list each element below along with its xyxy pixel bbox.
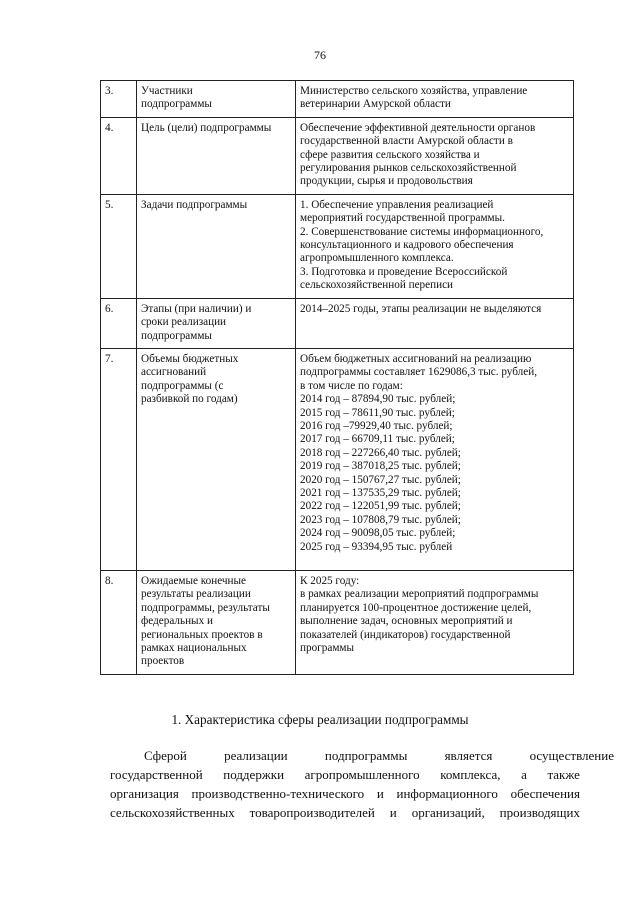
row-value-line: 2014 год – 87894,90 тыс. рублей; — [300, 393, 456, 406]
page-number: 76 — [314, 48, 326, 62]
row-label-cell — [137, 298, 296, 348]
row-label-line: рамках национальных — [141, 641, 247, 654]
paragraph-word: и — [389, 805, 397, 820]
paragraph-word: поддержки — [223, 767, 285, 782]
table-row — [101, 194, 574, 298]
row-label-line: федеральных и — [141, 615, 213, 628]
row-value-line: продукции, сырья и продовольствия — [300, 175, 473, 188]
table-row — [101, 117, 574, 194]
paragraph-word: обеспечения — [510, 786, 580, 801]
row-number-cell — [101, 194, 137, 298]
row-value-line: показателей (индикаторов) государственной — [300, 628, 511, 641]
row-number: 5. — [105, 198, 114, 211]
row-value-line: регулирования рынков сельскохозяйственной — [300, 162, 517, 175]
paragraph-word: подпрограммы — [324, 748, 408, 763]
paragraph-line — [110, 746, 614, 765]
row-label-cell — [137, 348, 296, 570]
row-value-line: 2024 год – 90098,05 тыс. рублей; — [300, 527, 456, 540]
row-value-line: государственной власти Амурской области в — [300, 135, 513, 148]
row-value-line: программы — [300, 641, 354, 654]
row-label-line: подпрограммы (с — [141, 379, 224, 392]
row-value-cell — [296, 117, 574, 194]
row-value-line: 1. Обеспечение управления реализацией — [300, 198, 494, 211]
row-value-line: 2017 год – 66709,11 тыс. рублей; — [300, 433, 455, 446]
row-value-cell — [296, 298, 574, 348]
row-value-line: сельскохозяйственной переписи — [300, 279, 454, 292]
row-number: 3. — [105, 85, 114, 97]
row-value-cell — [296, 81, 574, 118]
row-value-line: 2023 год – 107808,79 тыс. рублей; — [300, 513, 461, 526]
row-number-cell — [101, 298, 137, 348]
row-number-cell — [101, 570, 137, 674]
row-value-line: 2019 год – 387018,25 тыс. рублей; — [300, 460, 461, 473]
paragraph-word: государственной — [110, 767, 203, 782]
row-label-line: Цель (цели) подпрограммы — [141, 121, 272, 134]
row-number-cell — [101, 117, 137, 194]
paragraph-word: комплекса, — [440, 767, 501, 782]
row-value-line: 2014–2025 годы, этапы реализации не выделяются — [300, 302, 542, 315]
row-value-line: 2018 год – 227266,40 тыс. рублей; — [300, 446, 461, 459]
row-value-line: 3. Подготовка и проведение Всероссийской — [300, 265, 508, 278]
row-label-line: сроки реализации — [141, 316, 227, 329]
row-value-line: мероприятий государственной программы. — [300, 212, 505, 225]
row-value-line: в том числе по годам: — [300, 379, 403, 392]
paragraph-word: также — [547, 767, 580, 782]
paragraph-word: производственно-технического — [191, 786, 365, 801]
table-row — [101, 298, 574, 348]
row-label-line: Этапы (при наличии) и — [141, 302, 252, 315]
row-value-line: агропромышленного комплекса. — [300, 252, 454, 265]
row-value-line: 2022 год – 122051,99 тыс. рублей; — [300, 500, 461, 513]
row-value-cell — [296, 194, 574, 298]
row-number: 4. — [105, 121, 114, 134]
row-label-line: Участники — [141, 85, 193, 97]
table-row — [101, 81, 574, 118]
row-value-line: 2015 год – 78611,90 тыс. рублей; — [300, 406, 455, 419]
paragraph-line — [110, 803, 580, 822]
row-label-cell — [137, 570, 296, 674]
row-label-cell — [137, 81, 296, 118]
paragraph-word: производящих — [499, 805, 580, 820]
subprogram-passport-table — [100, 80, 574, 675]
row-label-cell — [137, 117, 296, 194]
row-value-line: выполнение задач, основных мероприятий и — [300, 615, 513, 628]
section-heading: 1. Характеристика сферы реализации подпрограммы — [171, 712, 469, 727]
row-value-line: 2021 год – 137535,29 тыс. рублей; — [300, 486, 461, 499]
row-label-line: подпрограммы — [141, 329, 212, 342]
paragraph-word: а — [521, 767, 527, 782]
row-value-cell — [296, 570, 574, 674]
row-label-line: ассигнований — [141, 366, 207, 379]
row-number: 6. — [105, 302, 114, 315]
paragraph-word: осуществление — [529, 748, 614, 763]
row-value-line: планируется 100-процентное достижение целей, — [300, 601, 532, 614]
table-row — [101, 570, 574, 674]
row-value-line: 2016 год –79929,40 тыс. рублей; — [300, 419, 453, 432]
row-label-line: подпрограммы — [141, 98, 212, 111]
row-label-line: проектов — [141, 655, 185, 668]
paragraph-word: информационного — [396, 786, 498, 801]
paragraph-word: агропромышленного — [304, 767, 420, 782]
row-value-line: Объем бюджетных ассигнований на реализацию — [300, 352, 532, 365]
row-number: 8. — [105, 574, 114, 587]
row-label-line: разбивкой по годам) — [141, 393, 238, 406]
row-value-line: Министерство сельского хозяйства, управление — [300, 85, 528, 97]
row-value-line: 2. Совершенствование системы информационного, — [300, 225, 544, 238]
row-value-line: Обеспечение эффективной деятельности органов — [300, 121, 536, 134]
row-value-line: сфере развития сельского хозяйства и — [300, 148, 480, 161]
row-label-line: Задачи подпрограммы — [141, 198, 248, 211]
row-value-cell — [296, 348, 574, 570]
paragraph-line — [110, 784, 580, 803]
row-label-line: Ожидаемые конечные — [141, 574, 247, 587]
row-value-line: 2025 год – 93394,95 тыс. рублей — [300, 540, 453, 553]
row-number-cell — [101, 348, 137, 570]
row-label-line: результаты реализации — [141, 588, 251, 601]
table-body — [101, 81, 574, 675]
paragraph-word: товаропроизводителей — [249, 805, 375, 820]
paragraph-word: сельскохозяйственных — [110, 805, 235, 820]
paragraph-word: и — [376, 786, 384, 801]
row-label-cell — [137, 194, 296, 298]
row-value-line: в рамках реализации мероприятий подпрограммы — [300, 588, 539, 601]
row-label-line: региональных проектов в — [141, 628, 263, 641]
row-value-line: консультационного и кадрового обеспечения — [300, 239, 514, 252]
row-value-line: ветеринарии Амурской области — [300, 98, 451, 111]
paragraph-line — [110, 765, 580, 784]
paragraph-word: Сферой — [144, 748, 187, 763]
row-value-line: подпрограммы составляет 1629086,3 тыс. рублей, — [300, 366, 538, 379]
row-label-line: Объемы бюджетных — [141, 352, 239, 365]
paragraph-word: реализации — [224, 748, 288, 763]
row-value-line: 2020 год – 150767,27 тыс. рублей; — [300, 473, 461, 486]
paragraph-word: является — [444, 748, 493, 763]
row-number-cell — [101, 81, 137, 118]
paragraph-word: организация — [110, 786, 179, 801]
row-number: 7. — [105, 352, 114, 365]
row-value-line: К 2025 году: — [300, 574, 360, 587]
table-row — [101, 348, 574, 570]
row-label-line: подпрограммы, результаты — [141, 601, 270, 614]
paragraph-word: организаций, — [411, 805, 485, 820]
